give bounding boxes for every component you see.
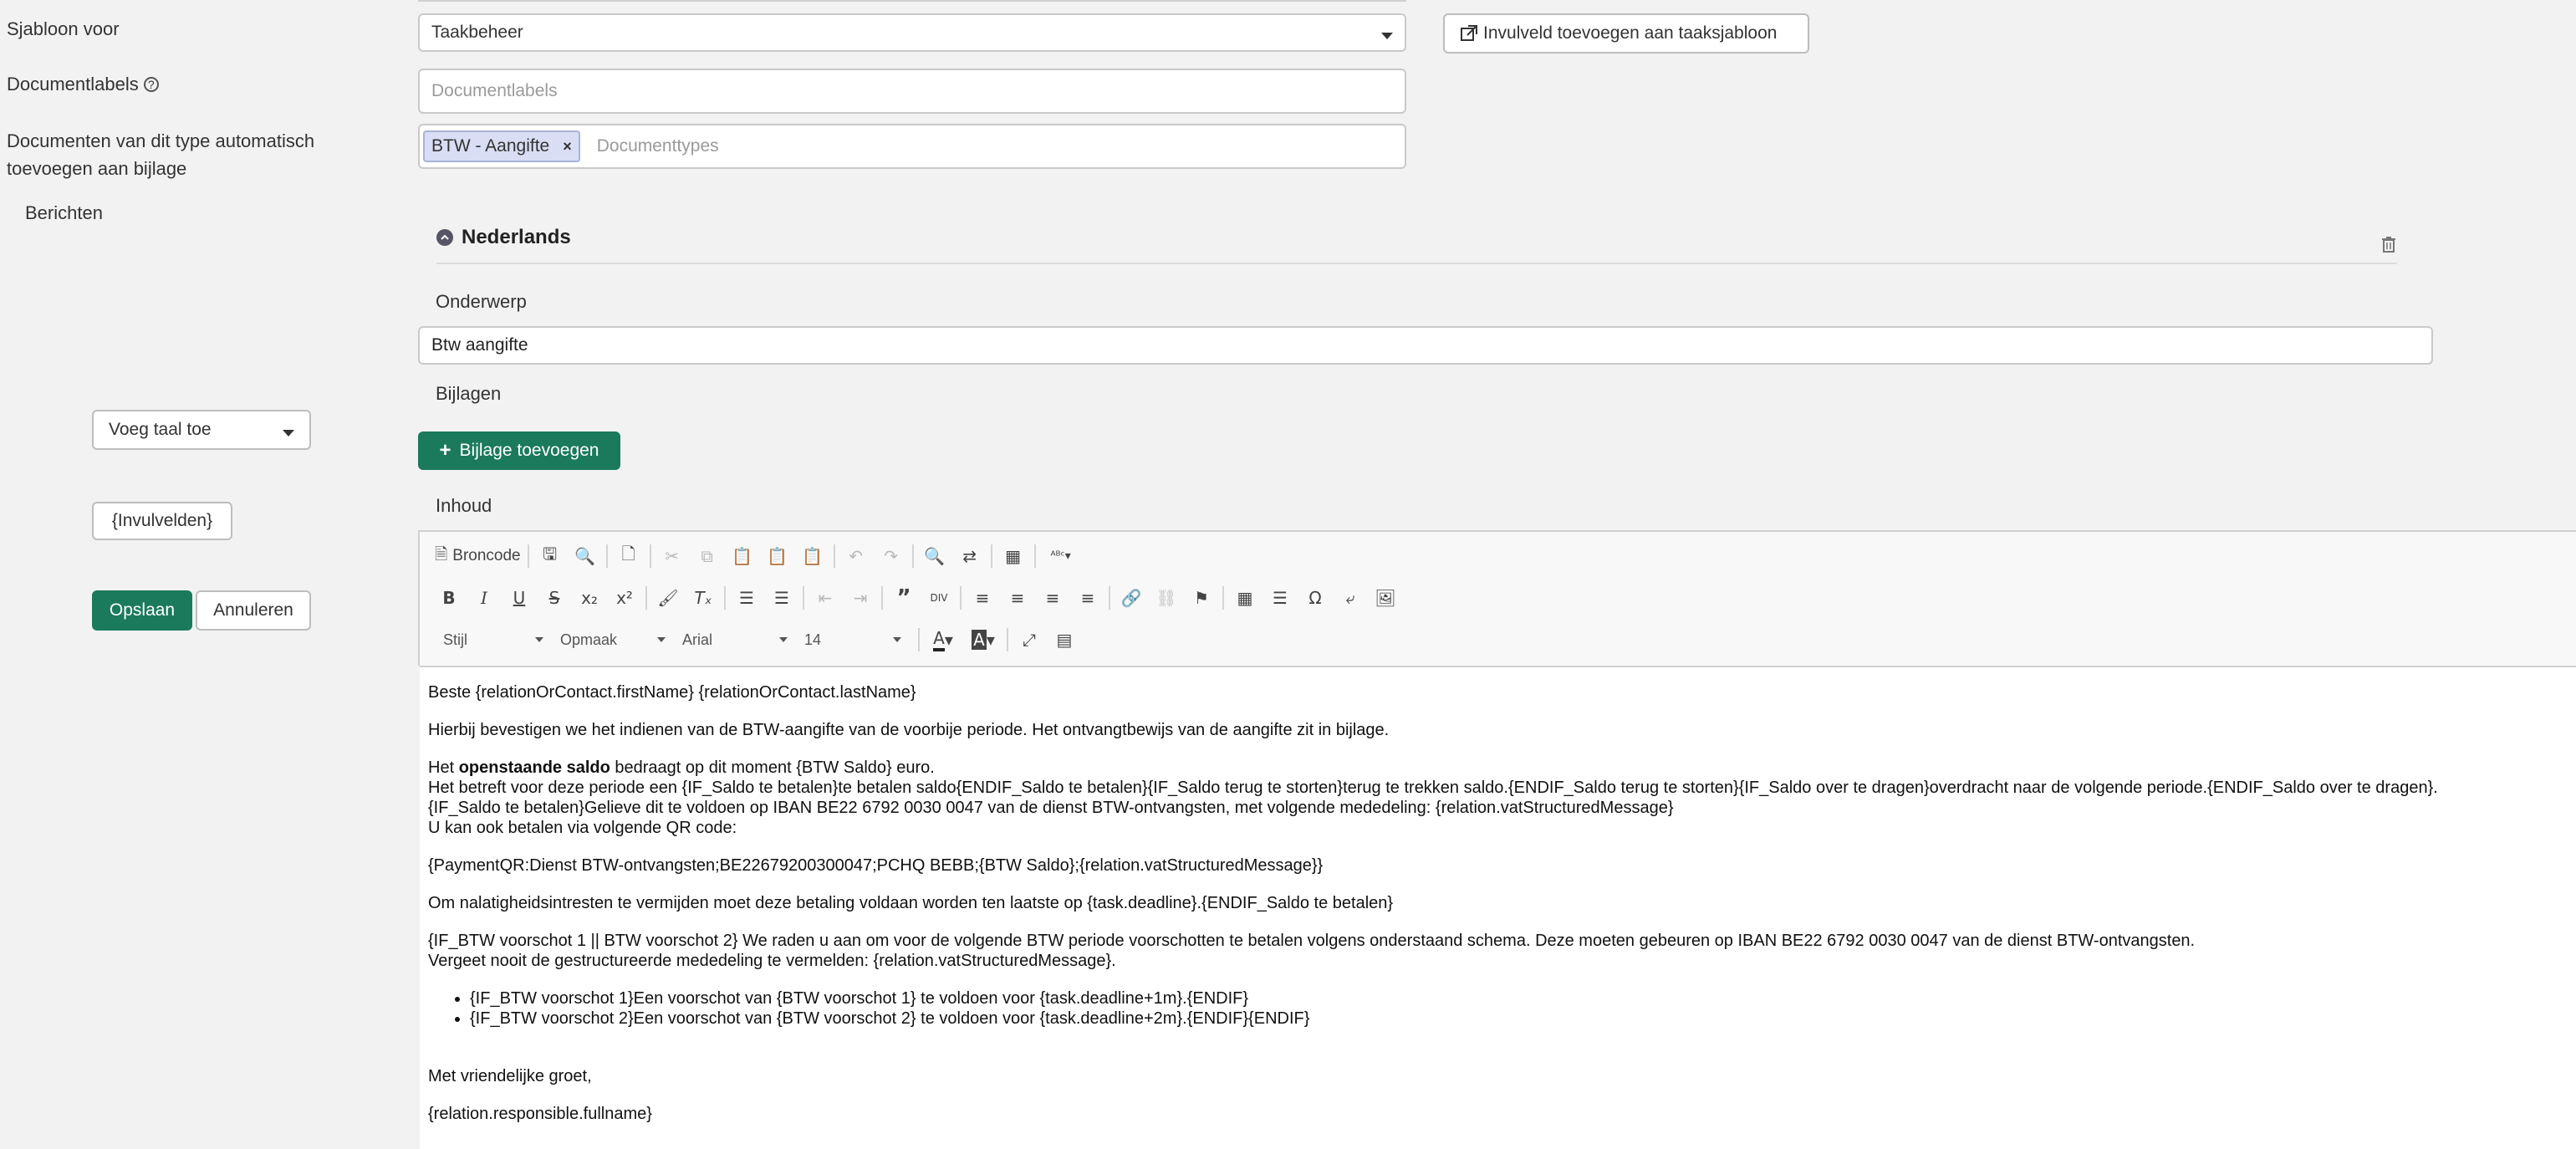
- toolbar-row-3: [443, 626, 1085, 654]
- plus-icon: +: [439, 439, 451, 462]
- blockquote-icon[interactable]: ”: [896, 585, 911, 610]
- add-attachment-button[interactable]: [418, 432, 620, 470]
- body-signature: {relation.responsible.fullname}: [428, 1105, 652, 1123]
- image-icon[interactable]: 🖼: [1375, 588, 1396, 608]
- editor-content[interactable]: [420, 666, 2576, 1149]
- add-language-select[interactable]: [92, 410, 311, 450]
- paste-text-icon[interactable]: 📋: [767, 546, 788, 566]
- source-button[interactable]: [435, 543, 521, 569]
- format-select-label: Opmaak: [560, 631, 618, 648]
- source-label: Broncode: [452, 547, 521, 564]
- fields-label: {Invulvelden}: [111, 511, 213, 530]
- body-balance-suffix: bedraagt op dit moment {BTW Saldo} euro.: [610, 758, 935, 777]
- paste-icon[interactable]: 📋: [732, 546, 753, 566]
- special-char-icon[interactable]: Ω: [1308, 588, 1322, 608]
- fields-button[interactable]: [92, 502, 232, 540]
- content-label: Inhoud: [436, 495, 492, 516]
- text-color-icon[interactable]: A ▾: [933, 628, 953, 650]
- document-labels-input[interactable]: [418, 69, 1406, 114]
- size-select-label: 14: [804, 631, 822, 648]
- subject-value: Btw aangifte: [431, 335, 528, 355]
- list-item: • {IF_BTW voorschot 2}Een voorschot van {BTW voorschot 2} te voldoen voor {task.deadline+2m}.{ENDIF}{ENDIF}: [470, 1009, 2576, 1029]
- div-container-icon[interactable]: DIV: [930, 592, 948, 604]
- background-color-icon[interactable]: A ▾: [973, 630, 995, 650]
- page-break-icon[interactable]: ⤶: [1345, 588, 1355, 608]
- trash-icon[interactable]: [2381, 236, 2396, 253]
- add-language-label: Voeg taal toe: [109, 420, 212, 439]
- toolbar-row-1: [435, 542, 1086, 570]
- format-select[interactable]: [560, 631, 666, 649]
- italic-icon[interactable]: I: [481, 588, 487, 608]
- cancel-button[interactable]: [196, 590, 311, 631]
- document-labels-text: Documentlabels: [7, 74, 139, 94]
- template-icon[interactable]: 🗋: [621, 544, 635, 564]
- editor-toolbar: [418, 530, 2576, 666]
- subscript-icon[interactable]: x₂: [581, 588, 598, 608]
- align-left-icon[interactable]: ≡: [975, 588, 990, 608]
- body-balance-line3: {IF_Saldo te betalen}Gelieve dit te voldoen op IBAN BE22 6792 0030 0047 van de dienst BTW-ontvangsten, met volgende mededeling: {relation.vatStructuredMessage}: [428, 799, 1674, 817]
- cancel-label: Annuleren: [213, 600, 293, 620]
- subject-label: Onderwerp: [436, 291, 527, 312]
- align-center-icon[interactable]: ≡: [1010, 588, 1025, 608]
- spellcheck-icon[interactable]: ᴬᴮᶜ▾: [1050, 549, 1071, 563]
- undo-icon[interactable]: ↶: [849, 546, 863, 566]
- body-closing: Met vriendelijke groet,: [428, 1067, 592, 1085]
- toolbar-row-2: [435, 584, 1406, 612]
- size-select[interactable]: [804, 631, 901, 649]
- language-title: Nederlands: [462, 226, 571, 248]
- anchor-flag-icon[interactable]: ⚑: [1194, 588, 1209, 608]
- body-balance-paragraph: [428, 758, 2576, 838]
- body-balance-bold: openstaande saldo: [458, 758, 610, 777]
- external-link-icon: [1460, 24, 1478, 43]
- save-button[interactable]: [92, 590, 192, 631]
- save-label: Opslaan: [109, 600, 176, 620]
- style-select-label: Stijl: [443, 631, 468, 648]
- chevron-down-icon: [1381, 33, 1393, 39]
- copy-icon[interactable]: ⧉: [701, 546, 713, 566]
- add-field-to-template-button[interactable]: [1443, 13, 1809, 54]
- maximize-icon[interactable]: ⤢: [1023, 630, 1036, 650]
- body-advance-list: [428, 988, 2576, 1029]
- bulleted-list-icon[interactable]: ☰: [774, 588, 789, 608]
- indent-icon[interactable]: ⇥: [853, 588, 868, 608]
- document-type-tag-label: BTW - Aangifte: [431, 136, 550, 156]
- outdent-icon[interactable]: ⇤: [818, 588, 833, 608]
- document-type-tag: [423, 130, 580, 162]
- document-labels-placeholder: Documentlabels: [431, 81, 558, 100]
- cut-icon[interactable]: ✂: [665, 546, 679, 566]
- document-types-input[interactable]: [418, 124, 1406, 169]
- help-icon[interactable]: ?: [144, 77, 159, 92]
- body-advance-line1: {IF_BTW voorschot 1 || BTW voorschot 2} We raden u aan om voor de volgende BTW periode voorschotten te betalen volgens onderstaand schema. Deze moeten gebeuren op IBAN BE22 6792 0030 0047 van de dienst BTW-ontvangsten.: [428, 932, 2196, 950]
- show-blocks-icon[interactable]: ▤: [1056, 630, 1073, 650]
- body-balance-line2: Het betreft voor deze periode een {IF_Saldo te betalen}te betalen saldo{ENDIF_Saldo te betalen}{IF_Saldo terug te storten}terug te trekken saldo.{ENDIF_Saldo terug te storten}{IF_Saldo over te dragen}overdracht naar de volgende periode.{ENDIF_Saldo over te dragen}.: [428, 779, 2438, 797]
- body-advance-line2: Vergeet nooit de gestructureerde mededeling te vermelden: {relation.vatStructuredMessage}.: [428, 952, 1116, 970]
- messages-label: Berichten: [25, 202, 103, 223]
- auto-attach-label-line2: toevoegen aan bijlage: [7, 158, 187, 179]
- body-interest: Om nalatigheidsintresten te vermijden moet deze betaling voldaan worden ten laatste op {task.deadline}.{ENDIF_Saldo te betalen}: [428, 894, 1394, 912]
- redo-icon[interactable]: ↷: [884, 546, 898, 566]
- remove-tag-icon[interactable]: ×: [563, 137, 572, 155]
- save-doc-icon[interactable]: 🖫: [543, 544, 558, 564]
- font-select-label: Arial: [682, 631, 713, 648]
- source-icon: 🗎: [435, 546, 448, 564]
- attachments-label: Bijlagen: [436, 383, 502, 404]
- numbered-list-icon[interactable]: ☰: [739, 588, 754, 608]
- strikethrough-icon[interactable]: S: [548, 588, 560, 608]
- align-justify-icon[interactable]: ≡: [1080, 588, 1095, 608]
- language-header[interactable]: [436, 226, 571, 249]
- body-advance-paragraph: [428, 931, 2576, 971]
- template-for-select[interactable]: [418, 13, 1406, 52]
- top-divider: [418, 0, 1406, 2]
- font-select[interactable]: [682, 631, 788, 649]
- template-for-label: Sjabloon voor: [7, 18, 120, 39]
- document-types-placeholder: Documenttypes: [596, 136, 719, 156]
- auto-attach-label: [7, 127, 314, 182]
- copy-format-icon[interactable]: 🖌: [657, 588, 679, 608]
- document-labels-label: [7, 74, 159, 95]
- remove-format-icon[interactable]: Tₓ: [694, 588, 712, 608]
- table-icon[interactable]: ▦: [1237, 588, 1253, 608]
- body-balance-prefix: Het: [428, 758, 459, 777]
- add-field-to-template-label: Invulveld toevoegen aan taaksjabloon: [1483, 23, 1778, 43]
- find-icon[interactable]: 🔍: [924, 546, 946, 566]
- body-confirm: Hierbij bevestigen we het indienen van de BTW-aangifte van de voorbije periode. Het ontvangtbewijs van de aangifte zit in bijlage.: [428, 721, 1390, 739]
- superscript-icon[interactable]: x²: [616, 588, 633, 608]
- chevron-down-icon: [283, 430, 294, 437]
- template-for-value: Taakbeheer: [431, 23, 523, 42]
- unlink-icon[interactable]: ⛓: [1155, 588, 1177, 608]
- paste-word-icon[interactable]: 📋: [802, 546, 824, 566]
- language-header-divider: [436, 263, 2397, 264]
- horizontal-line-icon[interactable]: ☰: [1273, 588, 1288, 608]
- list-item: • {IF_BTW voorschot 1}Een voorschot van {BTW voorschot 1} te voldoen voor {task.deadline+1m}.{ENDIF}: [470, 988, 2576, 1009]
- align-right-icon[interactable]: ≡: [1045, 588, 1060, 608]
- add-attachment-label: Bijlage toevoegen: [459, 441, 599, 460]
- chevron-up-icon[interactable]: [436, 229, 453, 246]
- subject-input[interactable]: [418, 326, 2433, 365]
- bold-icon[interactable]: B: [442, 588, 456, 608]
- preview-icon[interactable]: 🔍: [574, 546, 596, 566]
- select-all-icon[interactable]: ▦: [1005, 546, 1022, 566]
- body-balance-line4: U kan ook betalen via volgende QR code:: [428, 819, 737, 837]
- body-greeting: Beste {relationOrContact.firstName} {relationOrContact.lastName}: [428, 683, 916, 702]
- replace-icon[interactable]: ⇄: [962, 546, 977, 566]
- underline-icon[interactable]: U: [513, 588, 526, 608]
- style-select[interactable]: [443, 631, 543, 649]
- link-icon[interactable]: 🔗: [1120, 588, 1142, 608]
- auto-attach-label-line1: Documenten van dit type automatisch: [7, 130, 315, 151]
- body-qr: {PaymentQR:Dienst BTW-ontvangsten;BE22679200300047;PCHQ BEBB;{BTW Saldo};{relation.vatStructuredMessage}}: [428, 856, 1324, 875]
